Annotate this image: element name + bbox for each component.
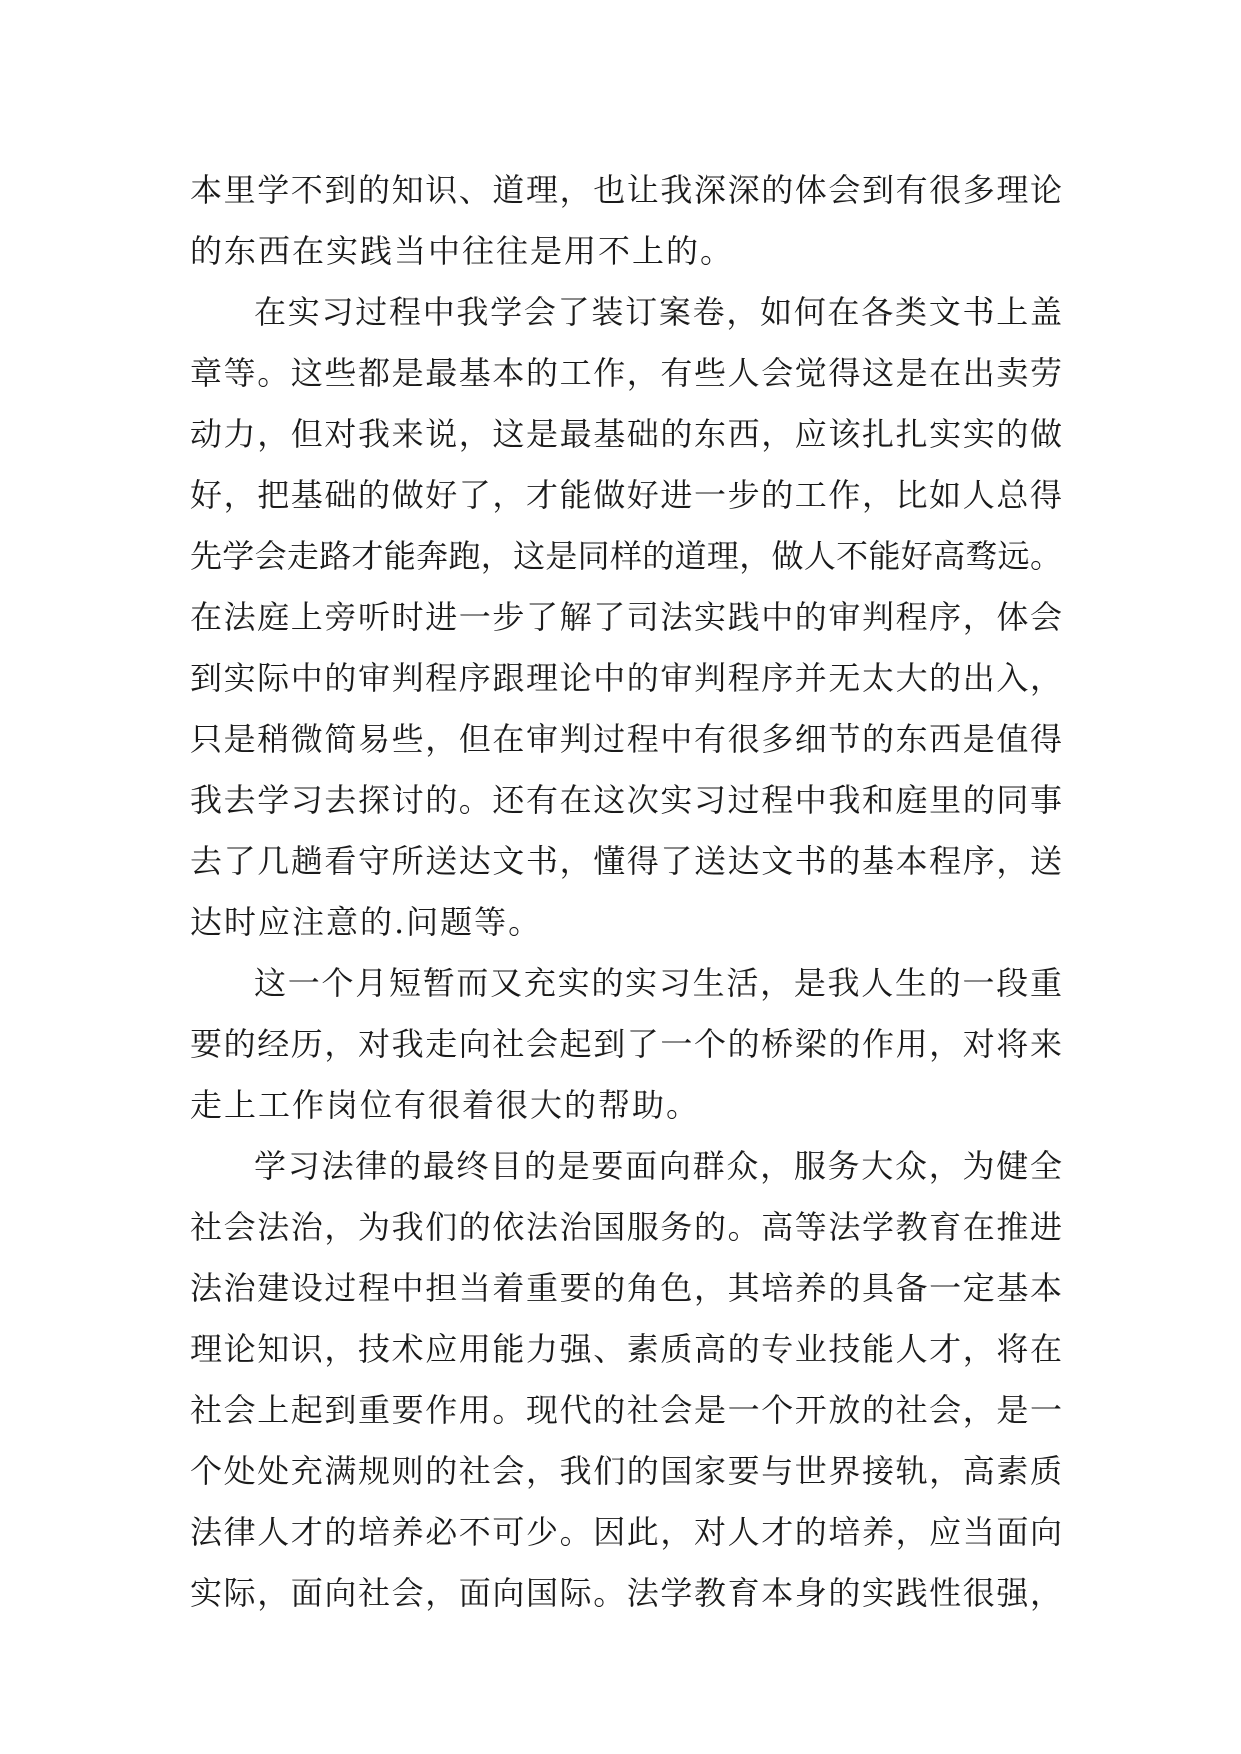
- text-line: 实际，面向社会，面向国际。法学教育本身的实践性很强，: [190, 1574, 1062, 1612]
- text-line: 走上工作岗位有很着很大的帮助。: [190, 1086, 701, 1124]
- document-body: [190, 160, 1062, 1624]
- text-line: 好，把基础的做好了，才能做好进一步的工作，比如人总得: [190, 476, 1062, 514]
- paragraph: [190, 282, 1062, 953]
- text-line: 社会上起到重要作用。现代的社会是一个开放的社会，是一: [190, 1391, 1062, 1429]
- text-line: 去了几趟看守所送达文书，懂得了送达文书的基本程序，送: [190, 842, 1062, 880]
- text-line: 达时应注意的.问题等。: [190, 903, 543, 941]
- text-line: 理论知识，技术应用能力强、素质高的专业技能人才，将在: [190, 1330, 1062, 1368]
- text-line: 要的经历，对我走向社会起到了一个的桥梁的作用，对将来: [190, 1025, 1062, 1063]
- text-line: 我去学习去探讨的。还有在这次实习过程中我和庭里的同事: [190, 781, 1062, 819]
- text-line: 本里学不到的知识、道理，也让我深深的体会到有很多理论: [190, 171, 1062, 209]
- text-line: 社会法治，为我们的依法治国服务的。高等法学教育在推进: [190, 1208, 1062, 1246]
- paragraph: [190, 160, 1062, 282]
- text-line: 法律人才的培养必不可少。因此，对人才的培养，应当面向: [190, 1513, 1062, 1551]
- text-line: 这一个月短暂而又充实的实习生活，是我人生的一段重: [254, 964, 1062, 1002]
- text-line: 在法庭上旁听时进一步了解了司法实践中的审判程序，体会: [190, 598, 1062, 636]
- text-line: 到实际中的审判程序跟理论中的审判程序并无太大的出入，: [190, 659, 1062, 697]
- text-line: 法治建设过程中担当着重要的角色，其培养的具备一定基本: [190, 1269, 1062, 1307]
- paragraph: [190, 953, 1062, 1136]
- text-line: 的东西在实践当中往往是用不上的。: [190, 232, 735, 270]
- text-line: 动力，但对我来说，这是最基础的东西，应该扎扎实实的做: [190, 415, 1062, 453]
- text-line: 章等。这些都是最基本的工作，有些人会觉得这是在出卖劳: [190, 354, 1062, 392]
- text-line: 先学会走路才能奔跑，这是同样的道理，做人不能好高骛远。: [190, 537, 1062, 575]
- text-line: 只是稍微简易些，但在审判过程中有很多细节的东西是值得: [190, 720, 1062, 758]
- paragraph: [190, 1136, 1062, 1624]
- text-line: 在实习过程中我学会了装订案卷，如何在各类文书上盖: [254, 293, 1062, 331]
- text-line: 个处处充满规则的社会，我们的国家要与世界接轨，高素质: [190, 1452, 1062, 1490]
- text-line: 学习法律的最终目的是要面向群众，服务大众，为健全: [254, 1147, 1062, 1185]
